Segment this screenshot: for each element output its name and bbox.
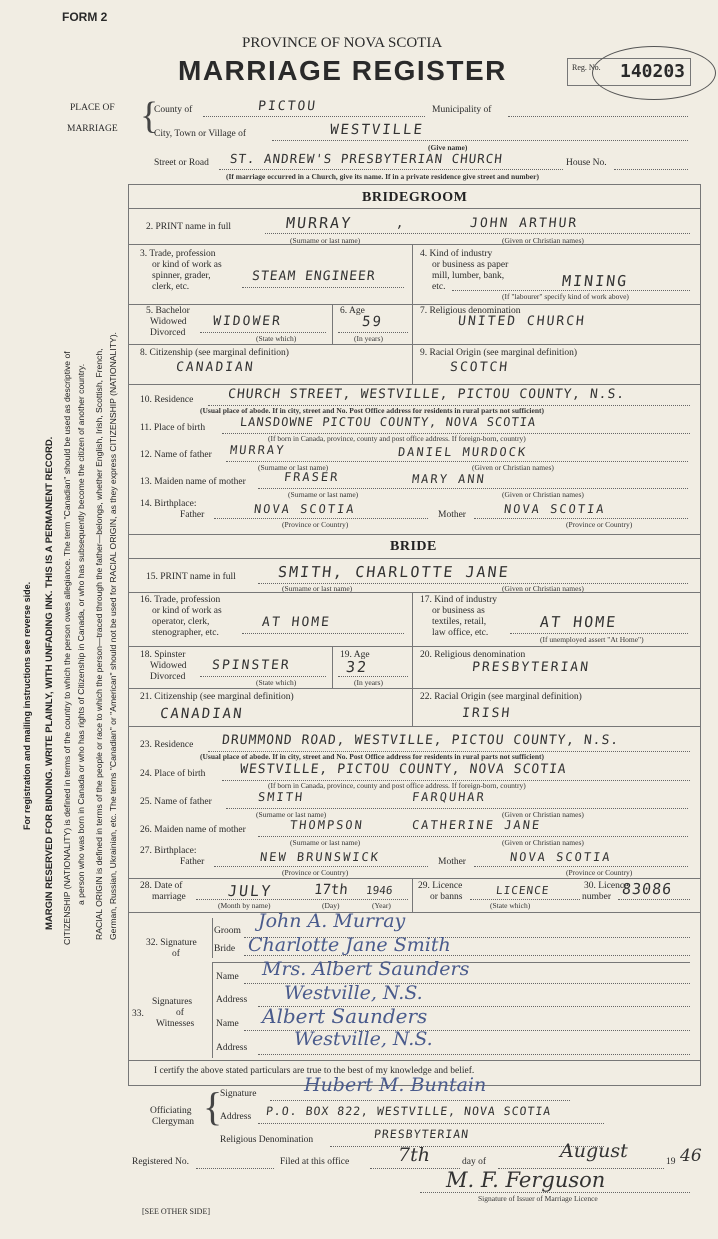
bride-name-value: SMITH, CHARLOTTE JANE (277, 563, 511, 581)
bride-mother-birthplace: NOVA SCOTIA (509, 850, 613, 864)
groom-mother-birthplace: NOVA SCOTIA (503, 502, 607, 516)
clergy-signature: Hubert M. Buntain (304, 1074, 487, 1096)
form-number: FORM 2 (62, 10, 108, 24)
bride-residence-value: DRUMMOND ROAD, WESTVILLE, PICTOU COUNTY, N.S. (221, 733, 620, 748)
city-label: City, Town or Village of (154, 129, 246, 139)
groom-status-label-2: Widowed (150, 317, 187, 327)
bride-mother-given: CATHERINE JANE (411, 818, 542, 832)
groom-trade-label-2: or kind of work as (152, 260, 222, 270)
filed-month-value: August (560, 1140, 628, 1162)
clergyman-label: Clergyman (152, 1117, 195, 1127)
witness2-name-label: Name (216, 1019, 239, 1029)
witness1-name-label: Name (216, 972, 239, 982)
bride-trade-label-1: 16. Trade, profession (140, 595, 221, 605)
bride-status-label-1: 18. Spinster (140, 650, 186, 660)
month-caption: (Month by name) (218, 901, 271, 910)
clergy-address-value: P.O. BOX 822, WESTVILLE, NOVA SCOTIA (265, 1104, 552, 1118)
groom-trade-label-4: clerk, etc. (152, 282, 190, 292)
house-no-label: House No. (566, 158, 607, 168)
groom-name-comma: , (395, 216, 407, 231)
date-label-2: marriage (152, 892, 186, 902)
signature-label-2: of (172, 949, 180, 959)
bride-residence-label: 23. Residence (140, 740, 194, 750)
bride-industry-value: AT HOME (539, 613, 619, 631)
clergy-denomination-value: PRESBYTERIAN (373, 1127, 470, 1141)
groom-mother-given-caption: (Given or Christian names) (502, 490, 584, 499)
marriage-year: 1946 (365, 884, 394, 897)
bride-status-caption: (State which) (256, 678, 297, 687)
groom-status-label-1: 5. Bachelor (146, 306, 190, 316)
witness1-address: Westville, N.S. (284, 982, 423, 1004)
groom-mother-surname: FRASER (283, 470, 341, 484)
groom-given-caption: (Given or Christian names) (502, 236, 584, 245)
groom-religion-label: 7. Religious denomination (420, 306, 521, 316)
clergy-signature-label: Signature (220, 1089, 257, 1099)
filed-label: Filed at this office (280, 1157, 350, 1167)
bride-age-value: 32 (345, 658, 370, 676)
bride-birthplace-father-label: Father (180, 857, 205, 867)
bride-mother-bp-caption: (Province or Country) (566, 868, 633, 877)
margin-binding-notice: MARGIN RESERVED FOR BINDING. WRITE PLAINLY, WITH UNFADING INK. THIS IS A PERMANENT RECORD. (44, 436, 55, 930)
groom-age-value: 59 (361, 314, 384, 330)
filed-day-value: 7th (398, 1144, 430, 1166)
groom-trade-label-1: 3. Trade, profession (140, 249, 216, 259)
groom-surname: MURRAY (285, 214, 354, 232)
clergy-brace: { (203, 1084, 223, 1129)
groom-birthplace-value: LANSDOWNE PICTOU COUNTY, NOVA SCOTIA (239, 415, 537, 429)
groom-birthplace-caption: (If born in Canada, province, county and post office address. If foreign-born, country) (268, 434, 526, 443)
bride-trade-label-2: or kind of work as (152, 606, 222, 616)
registered-no-label: Registered No. (132, 1157, 189, 1167)
bride-mother-surname: THOMPSON (289, 818, 365, 832)
bride-father-given: FARQUHAR (411, 790, 487, 804)
bride-father-given-caption: (Given or Christian names) (502, 810, 584, 819)
groom-birthplace-father-label: Father (180, 510, 205, 520)
witness2-name: Albert Saunders (262, 1004, 428, 1028)
bride-birthplace-mother-label: Mother (438, 857, 466, 867)
groom-father-given: DANIEL MURDOCK (397, 445, 528, 459)
bride-mother-label: 26. Maiden name of mother (140, 825, 246, 835)
bride-father-birthplace: NEW BRUNSWICK (259, 850, 381, 864)
bride-industry-label-1: 17. Kind of industry (420, 595, 498, 605)
groom-father-given-caption: (Given or Christian names) (472, 463, 554, 472)
groom-industry-value: MINING (561, 272, 630, 290)
groom-industry-label-1: 4. Kind of industry (420, 249, 493, 259)
groom-citizenship-value: CANADIAN (175, 360, 256, 375)
groom-father-surname: MURRAY (229, 443, 287, 457)
bridegroom-section-heading: BRIDEGROOM (362, 190, 468, 205)
bride-name-label: 15. PRINT name in full (146, 572, 236, 582)
groom-industry-label-2: or business as paper (432, 260, 509, 270)
day-caption: (Day) (322, 901, 340, 910)
place-of-heading: PLACE OF (70, 103, 115, 113)
witness-label-1: Signatures (152, 997, 193, 1007)
groom-age-label: 6. Age (340, 306, 365, 316)
bride-father-bp-caption: (Province or Country) (282, 868, 349, 877)
city-value: WESTVILLE (329, 122, 425, 138)
issuer-signature: M. F. Ferguson (446, 1168, 606, 1192)
street-caption: (If marriage occurred in a Church, give its name. If in a private residence give street and number) (226, 172, 539, 181)
groom-mother-label: 13. Maiden name of mother (140, 477, 246, 487)
bride-residence-caption: (Usual place of abode. If in city, street and No. Post Office address for residents in rural parts not sufficient) (200, 752, 545, 761)
groom-mother-given: MARY ANN (411, 472, 487, 486)
groom-trade-label-3: spinner, grader, (152, 271, 211, 281)
bride-origin-label: 22. Racial Origin (see marginal definition) (420, 692, 582, 702)
groom-sig-label: Groom (214, 926, 241, 936)
groom-mother-bp-caption: (Province or Country) (566, 520, 633, 529)
groom-citizenship-label: 8. Citizenship (see marginal definition) (140, 348, 289, 358)
groom-signature: John A. Murray (258, 910, 406, 932)
bride-age-label: 19. Age (340, 650, 370, 660)
signature-label-1: 32. Signature (146, 938, 197, 948)
groom-religion-value: UNITED CHURCH (457, 314, 587, 329)
bride-signature: Charlotte Jane Smith (248, 934, 451, 956)
witness2-address-label: Address (216, 1043, 248, 1053)
clergy-denomination-label: Religious Denomination (220, 1135, 314, 1145)
bride-section-heading: BRIDE (390, 539, 437, 554)
clergy-address-label: Address (220, 1112, 252, 1122)
city-caption: (Give name) (428, 143, 468, 152)
province-heading: PROVINCE OF NOVA SCOTIA (242, 35, 443, 51)
groom-origin-value: SCOTCH (449, 360, 510, 375)
groom-father-bp-caption: (Province or Country) (282, 520, 349, 529)
bride-age-caption: (In years) (354, 678, 383, 687)
witness-number: 33. (132, 1009, 144, 1019)
bride-mother-given-caption: (Given or Christian names) (502, 838, 584, 847)
bride-birthplace-label: 24. Place of birth (140, 769, 206, 779)
groom-residence-caption: (Usual place of abode. If in city, street and No. Post Office address for residents in rural parts not sufficient) (200, 406, 545, 415)
marriage-heading: MARRIAGE (67, 124, 118, 134)
groom-trade-value: STEAM ENGINEER (251, 269, 377, 284)
issuer-caption: Signature of Issuer of Marriage Licence (478, 1194, 598, 1203)
groom-industry-label-4: etc. (432, 282, 446, 292)
groom-age-caption: (In years) (354, 334, 383, 343)
bride-given-caption: (Given or Christian names) (502, 584, 584, 593)
bride-father-surname-caption: (Surname or last name) (256, 810, 327, 819)
licence-label-1: 29. Licence (418, 881, 463, 891)
groom-origin-label: 9. Racial Origin (see marginal definition) (420, 348, 578, 358)
county-value: PICTOU (257, 99, 318, 114)
margin-racial-origin-definition: RACIAL ORIGIN is defined in terms of the people or race to which the person—traced through the father—belongs, whether English, Irish, Scottish, French, (94, 348, 104, 940)
groom-industry-label-3: mill, lumber, bank, (432, 271, 505, 281)
margin-racial-origin-definition-2: German, Russian, Ukrainian, etc. The terms "Canadian" or "American" should not be used for RACIAL ORIGIN, as they express CITIZENSHIP (NATIONALITY). (108, 332, 118, 940)
bride-birthplace-value: WESTVILLE, PICTOU COUNTY, NOVA SCOTIA (239, 762, 568, 777)
licence-type-value: LICENCE (495, 884, 551, 897)
witness-label-2: of (176, 1008, 184, 1018)
bride-industry-label-2: or business as (432, 606, 485, 616)
county-label: County of (154, 105, 193, 115)
groom-residence-label: 10. Residence (140, 395, 194, 405)
state-which-caption: (State which) (490, 901, 531, 910)
bride-status-value: SPINSTER (211, 658, 292, 673)
place-brace: { (140, 95, 159, 137)
page-title: MARRIAGE REGISTER (178, 55, 507, 86)
groom-father-birthplace: NOVA SCOTIA (253, 502, 357, 516)
bride-status-label-3: Divorced (150, 672, 186, 682)
groom-status-value: WIDOWER (212, 314, 283, 329)
certification-text: I certify the above stated particulars are true to the best of my knowledge and belief. (154, 1066, 475, 1076)
groom-surname-caption: (Surname or last name) (290, 236, 361, 245)
day-of-label: day of (462, 1157, 487, 1167)
groom-name-label: 2. PRINT name in full (146, 222, 232, 232)
groom-status-label-3: Divorced (150, 328, 186, 338)
margin-instructions-note: For registration and mailing instructions see reverse side. (22, 581, 32, 830)
bride-mother-surname-caption: (Surname or last name) (290, 838, 361, 847)
bride-sig-label: Bride (214, 944, 236, 954)
bride-industry-caption: (If unemployed assert "At Home") (540, 635, 644, 644)
date-label-1: 28. Date of (140, 881, 183, 891)
bride-religion-value: PRESBYTERIAN (471, 660, 591, 675)
filed-year-value: 46 (680, 1146, 702, 1166)
see-other-side: [SEE OTHER SIDE] (142, 1207, 210, 1216)
bride-religion-label: 20. Religious denomination (420, 650, 526, 660)
year-caption: (Year) (372, 901, 391, 910)
bride-citizenship-label: 21. Citizenship (see marginal definition) (140, 692, 294, 702)
groom-mother-label-short: Mother (438, 510, 466, 520)
witness2-address: Westville, N.S. (294, 1028, 433, 1050)
groom-father-label: 12. Name of father (140, 450, 212, 460)
witness1-name: Mrs. Albert Saunders (262, 958, 470, 980)
officiating-label: Officiating (150, 1106, 192, 1116)
bride-trade-value: AT HOME (261, 615, 332, 630)
bride-citizenship-value: CANADIAN (159, 706, 245, 722)
bride-trade-label-4: stenographer, etc. (152, 628, 219, 638)
licence-number-value: 83086 (621, 880, 674, 898)
bride-father-surname: SMITH (257, 790, 305, 804)
bride-origin-value: IRISH (461, 706, 512, 721)
groom-birthplace-label: 11. Place of birth (140, 423, 206, 433)
bride-birthplace-caption: (If born in Canada, province, county and post office address. If foreign-born, country) (268, 781, 526, 790)
street-value: ST. ANDREW'S PRESBYTERIAN CHURCH (229, 151, 504, 166)
groom-birthplaces-label: 14. Birthplace: (140, 499, 197, 509)
bride-status-label-2: Widowed (150, 661, 187, 671)
witness1-address-label: Address (216, 995, 248, 1005)
witness-label-3: Witnesses (156, 1019, 195, 1029)
marriage-month: JULY (227, 882, 274, 900)
bride-father-label: 25. Name of father (140, 797, 212, 807)
reg-no-label: Reg. No. (572, 63, 601, 72)
year-prefix: 19 (666, 1157, 676, 1167)
bride-trade-label-3: operator, clerk, (152, 617, 210, 627)
bride-birthplaces-label: 27. Birthplace: (140, 846, 197, 856)
reg-no-circle-mark (592, 46, 716, 100)
municipality-label: Municipality of (432, 105, 492, 115)
margin-citizenship-definition: CITIZENSHIP (NATIONALITY) is defined in terms of the country to which the person owes allegiance. The term "Canadian" should be used as descriptive of (62, 351, 72, 945)
marriage-day: 17th (313, 882, 349, 898)
reg-no-value: 140203 (620, 61, 686, 82)
groom-given: JOHN ARTHUR (469, 216, 579, 231)
bride-industry-label-3: textiles, retail, (432, 617, 487, 627)
licence-label-2: or banns (430, 892, 463, 902)
groom-industry-caption: (If "labourer" specify kind of work above) (502, 292, 629, 301)
groom-father-surname-caption: (Surname or last name) (258, 463, 329, 472)
groom-status-caption: (State which) (256, 334, 297, 343)
margin-citizenship-definition-2: a person who was born in Canada or who has rights of Citizenship in Canada, or who has subsequently become the citizen of another country. (76, 363, 86, 905)
groom-residence-value: CHURCH STREET, WESTVILLE, PICTOU COUNTY, N.S. (227, 387, 626, 402)
groom-mother-surname-caption: (Surname or last name) (288, 490, 359, 499)
licence-number-label-1: 30. Licence (584, 881, 629, 891)
licence-number-label-2: number (582, 892, 612, 902)
street-label: Street or Road (154, 158, 209, 168)
bride-industry-label-4: law office, etc. (432, 628, 489, 638)
bride-surname-caption: (Surname or last name) (282, 584, 353, 593)
